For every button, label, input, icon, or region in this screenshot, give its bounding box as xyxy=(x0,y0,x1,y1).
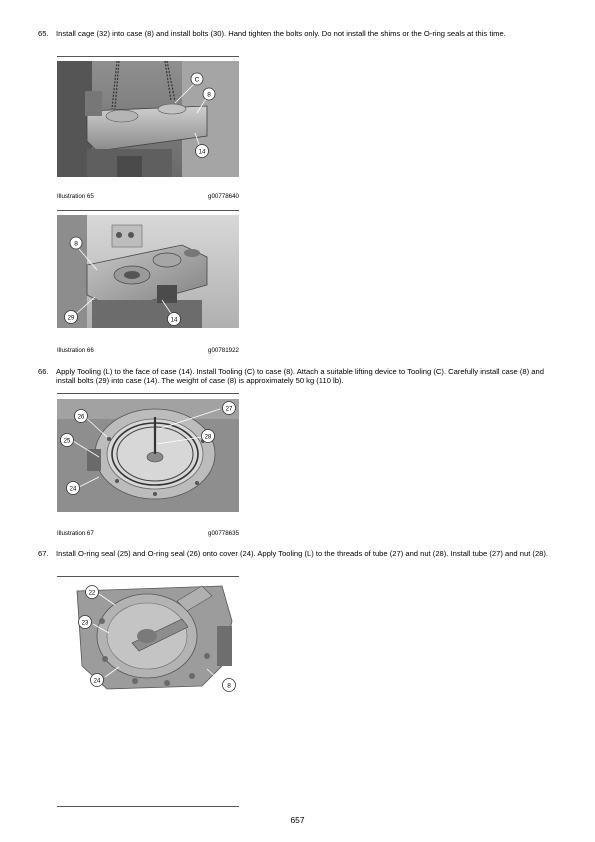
callout-14 xyxy=(196,145,209,158)
illustration-top-rule xyxy=(57,56,239,57)
illustration-label: Illustration 67 xyxy=(57,530,94,537)
callout-8 xyxy=(70,237,82,249)
illustration-67-photo xyxy=(57,399,239,512)
callout-24 xyxy=(91,674,104,687)
callout-27 xyxy=(223,402,236,415)
illustration-top-rule xyxy=(57,576,239,577)
callout-c xyxy=(191,73,203,85)
svg-text:C: C xyxy=(194,76,200,84)
illustration-divider xyxy=(57,210,239,211)
illustration-code: g00778635 xyxy=(208,530,239,537)
illustration-code: g00781922 xyxy=(208,347,239,354)
step-number: 66. xyxy=(38,367,49,376)
callout-25 xyxy=(61,434,74,447)
callout-28 xyxy=(202,430,215,443)
svg-text:8: 8 xyxy=(227,682,231,690)
illustration-label: Illustration 65 xyxy=(57,193,94,200)
step-text: Install cage (32) into case (8) and install bolts (30). Hand tighten the bolts only. Do not install the shims or the O-ring seals at this time. xyxy=(56,29,506,38)
svg-text:14: 14 xyxy=(198,149,206,156)
step-number: 67. xyxy=(38,549,49,558)
svg-text:8: 8 xyxy=(74,240,78,248)
illustration-66-photo xyxy=(57,215,239,328)
svg-text:14: 14 xyxy=(170,317,178,324)
illustration-code: g00778640 xyxy=(208,193,239,200)
svg-text:8: 8 xyxy=(207,91,211,99)
callout-8 xyxy=(203,88,215,100)
step-text: Install O-ring seal (25) and O-ring seal (26) onto cover (24). Apply Tooling (L) to the threads of tube (27) and nut (28). Install tube (27) and nut (28). xyxy=(56,549,549,558)
step-number: 65. xyxy=(38,29,49,38)
callout-24 xyxy=(67,482,80,495)
step-66 xyxy=(38,367,560,386)
illustration-label: Illustration 66 xyxy=(57,347,94,354)
illustration-65-photo xyxy=(57,61,239,177)
callout-22 xyxy=(86,586,99,599)
step-65 xyxy=(38,29,560,38)
svg-text:29: 29 xyxy=(67,315,75,322)
svg-text:24: 24 xyxy=(69,486,77,493)
illustration-top-rule xyxy=(57,393,239,394)
svg-text:23: 23 xyxy=(81,620,89,627)
svg-text:27: 27 xyxy=(225,406,233,413)
svg-text:25: 25 xyxy=(63,438,71,445)
footer-rule xyxy=(57,806,239,807)
svg-text:26: 26 xyxy=(77,414,85,421)
callout-8 xyxy=(223,679,236,692)
svg-text:24: 24 xyxy=(93,678,101,685)
svg-text:22: 22 xyxy=(88,590,96,597)
page-number: 657 xyxy=(290,815,305,825)
callout-26 xyxy=(75,410,88,423)
callout-23 xyxy=(79,616,92,629)
callout-29 xyxy=(65,311,78,324)
step-text: Apply Tooling (L) to the face of case (14). Install Tooling (C) to case (8). Attach a suitable lifting device to Tooling (C). Carefully install case (8) and install bolts (29) into case (14). The weight of case (8) is approximately 50 kg (110 lb). xyxy=(56,367,544,386)
callout-14 xyxy=(168,313,181,326)
svg-text:28: 28 xyxy=(204,434,212,441)
illustration-68-photo xyxy=(57,581,239,694)
step-67 xyxy=(38,549,560,558)
